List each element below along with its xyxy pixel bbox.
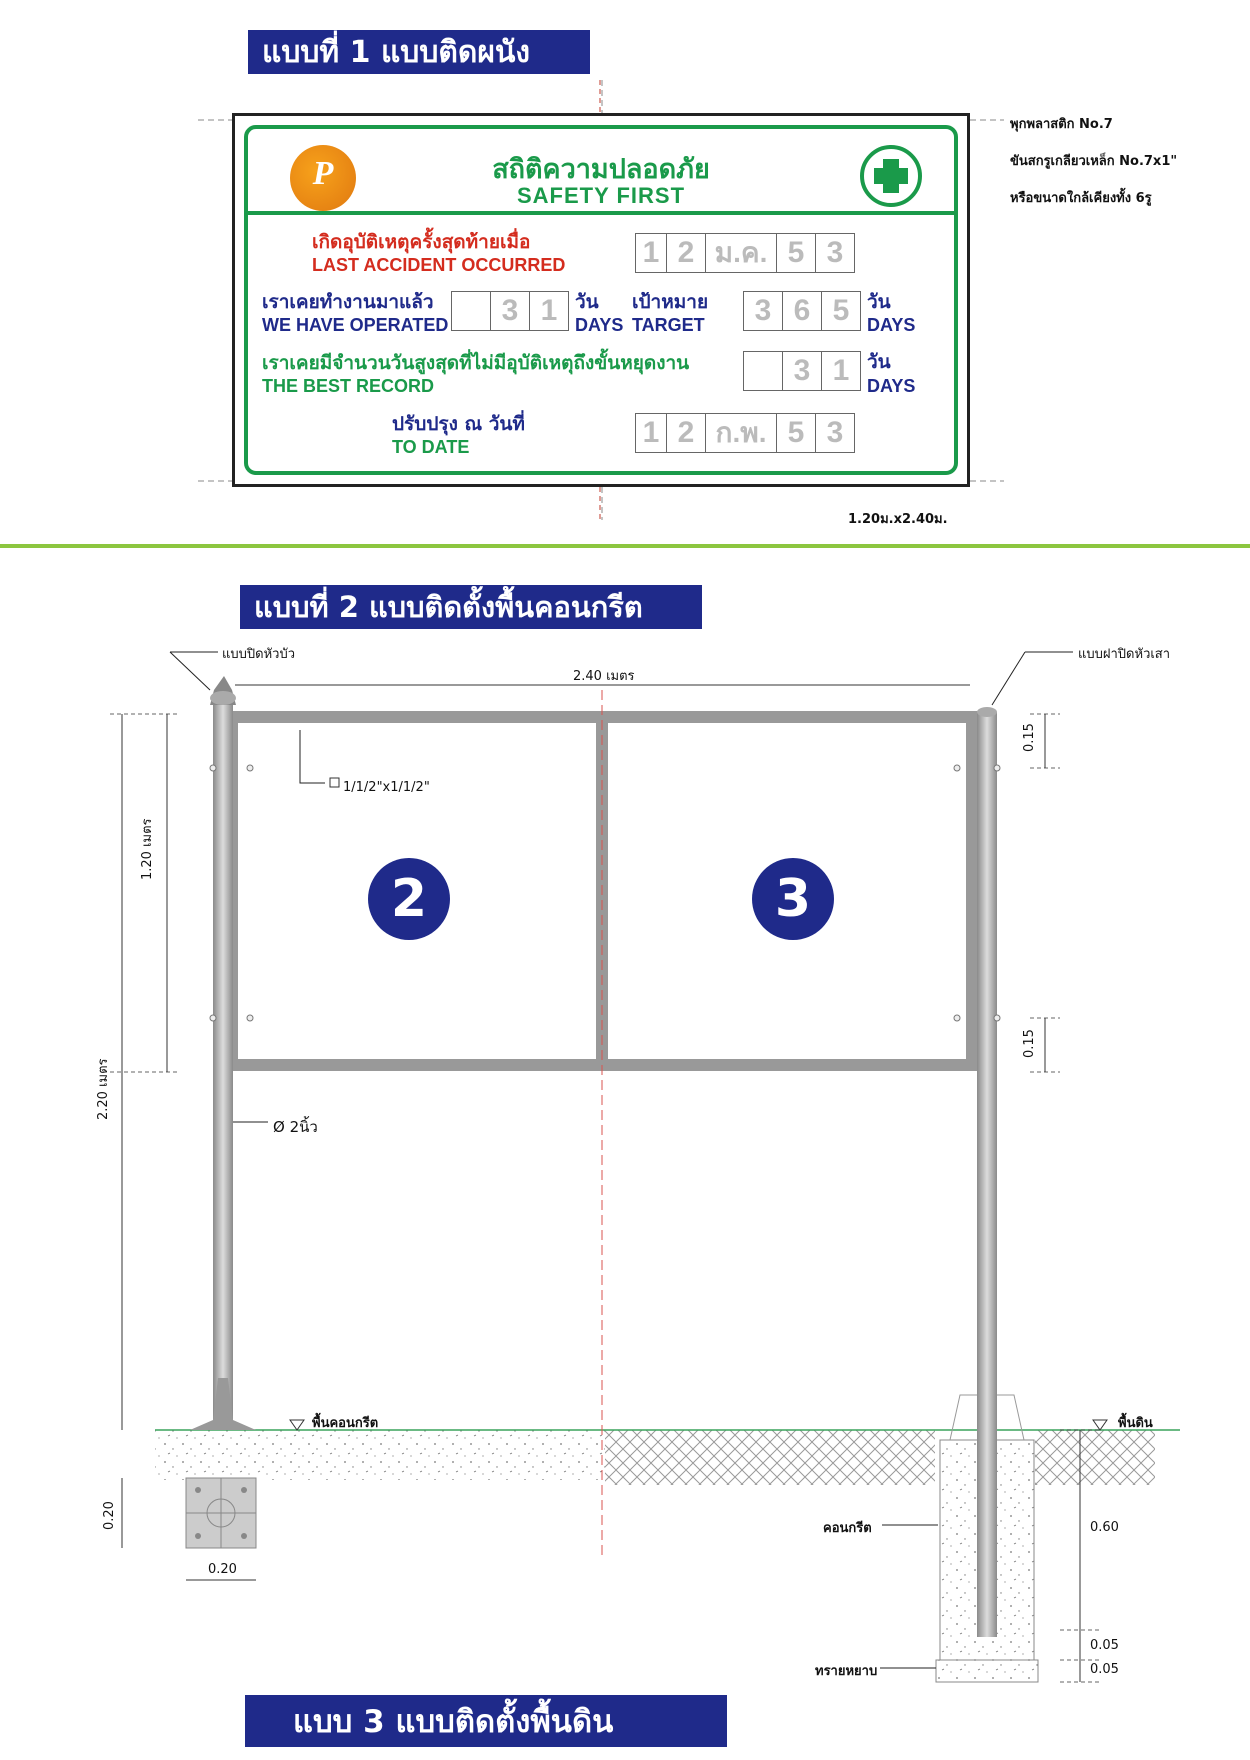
company-logo: P [290,145,356,211]
tube-size: 1/1/2"x1/1/2" [343,780,430,795]
concrete-floor-fill [155,1430,605,1480]
total-height-dim: 2.20 เมตร [96,1058,111,1120]
panel-2-badge: 2 [368,858,450,940]
operated-en: WE HAVE OPERATED [262,315,449,335]
target-th: เป้าหมาย [632,291,709,313]
sign-title-th: สถิติความปลอดภัย [492,154,710,185]
wall-note-3: หรือขนาดใกล้เคียงทั้ง 6รู [1010,191,1152,206]
banner-type-3: แบบ 3 แบบติดตั้งพื้นดิน [245,1695,727,1747]
to-date-en: TO DATE [392,437,470,457]
target-day-en: DAYS [867,315,916,335]
sand-layer [936,1660,1038,1682]
pipe-diameter: Ø 2นิ้ว [273,1118,318,1136]
target-en: TARGET [632,315,705,335]
top-margin-dim: 0.15 [1022,723,1037,752]
banner-type-2: แบบที่ 2 แบบติดตั้งพื้นคอนกรีต [240,585,702,629]
operated-day-en: DAYS [575,315,624,335]
best-day-th: วัน [867,351,891,373]
operated-boxes: 3 1 [451,291,569,331]
left-pole [213,705,233,1425]
depth-b-dim: 0.05 [1090,1662,1119,1677]
target-boxes: 3 6 5 [743,291,861,331]
concrete-floor-label: พื้นคอนกรีต [312,1416,379,1431]
depth-dim: 0.60 [1090,1520,1119,1535]
operated-day-th: วัน [575,291,599,313]
base-width-dim: 0.20 [208,1562,237,1577]
best-record-en: THE BEST RECORD [262,376,435,396]
last-accident-boxes: 1 2 ม.ค. 5 3 [635,233,855,273]
last-accident-en: LAST ACCIDENT OCCURRED [312,255,566,275]
cap-right-label: แบบฝาปิดหัวเสา [1078,647,1171,662]
wall-note-1: พุกพลาสติก No.7 [1010,117,1113,132]
frame-height-dim: 1.20 เมตร [140,818,155,880]
sign-size: 1.20ม.x2.40ม. [848,512,948,527]
to-date-boxes: 1 2 ก.พ. 5 3 [635,413,855,453]
banner-type-1: แบบที่ 1 แบบติดผนัง [248,30,590,74]
best-day-en: DAYS [867,376,916,396]
best-record-boxes: 3 1 [743,351,861,391]
sign-title-en: SAFETY FIRST [516,183,686,208]
best-record-th: เราเคยมีจำนวนวันสูงสุดที่ไม่มีอุบัติเหตุถึงขั้นหยุดงาน [262,352,690,374]
soil-hatch-right [1035,1430,1155,1485]
concrete-label: คอนกรีต [823,1521,872,1536]
width-dim: 2.40 เมตร [573,669,635,684]
wall-note-2: ขันสกรูเกลียวเหล็ก No.7x1" [1010,154,1178,169]
to-date-th: ปรับปรุง ณ วันที่ [392,413,525,435]
ground-label: พื้นดิน [1118,1416,1153,1431]
last-accident-th: เกิดอุบัติเหตุครั้งสุดท้ายเมื่อ [312,231,531,253]
soil-hatch-left [605,1430,935,1485]
depth-a-dim: 0.05 [1090,1638,1119,1653]
base-height-dim: 0.20 [102,1501,117,1530]
cap-left-label: แบบปิดหัวบัว [222,647,295,662]
right-pole [977,712,997,1637]
sand-label: ทรายหยาบ [815,1664,878,1679]
target-day-th: วัน [867,291,891,313]
panel-3-badge: 3 [752,858,834,940]
bottom-margin-dim: 0.15 [1022,1029,1037,1058]
operated-th: เราเคยทำงานมาแล้ว [262,291,434,313]
